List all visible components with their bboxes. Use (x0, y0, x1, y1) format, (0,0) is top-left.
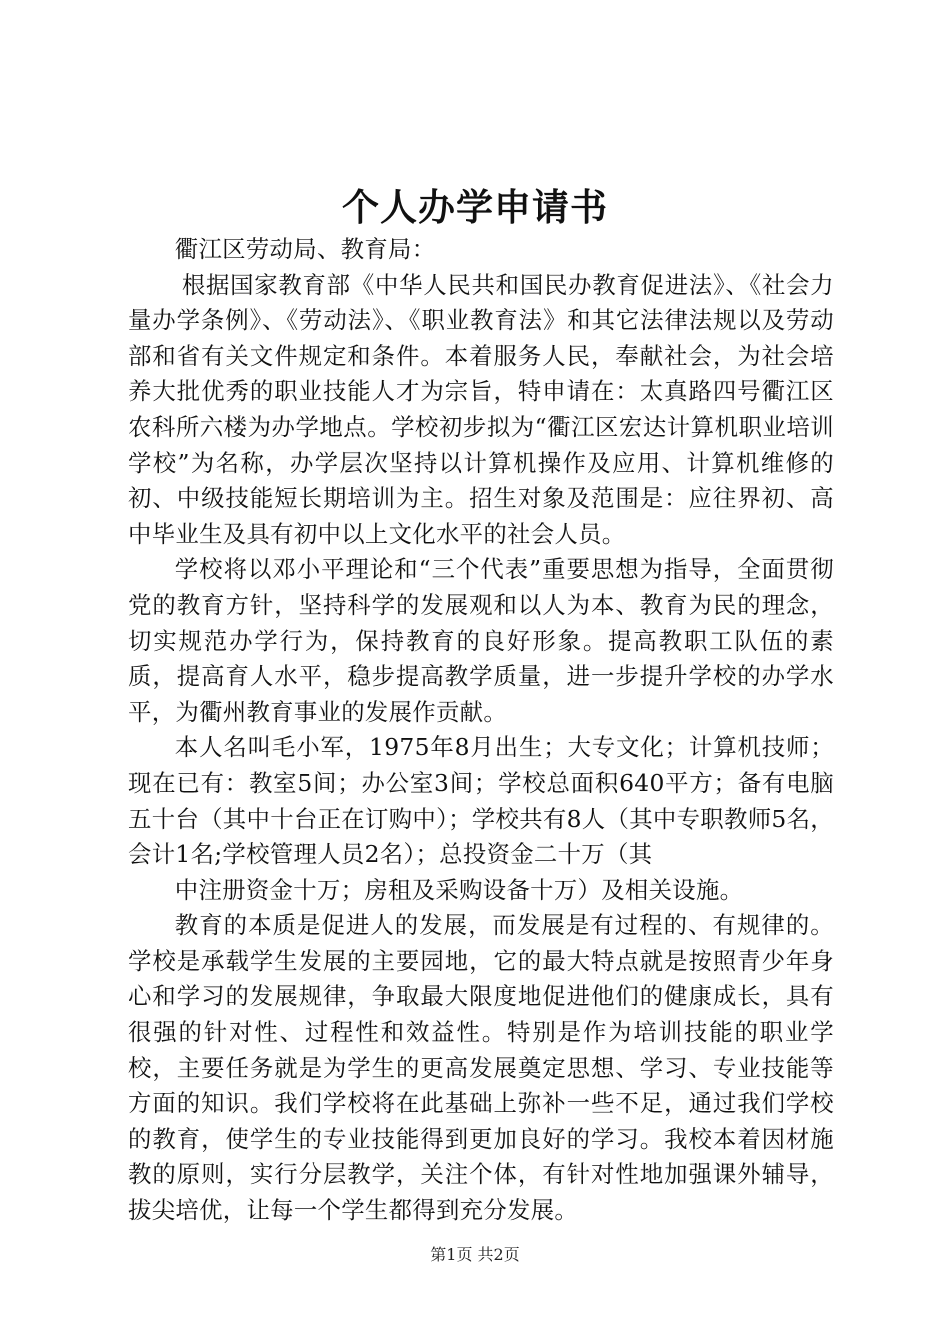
paragraph-2: 学校将以邓小平理论和“三个代表”重要思想为指导，全面贯彻党的教育方针，坚持科学的发展观和以人为本、教育为民的理念，切实规范办学行为，保持教育的良好形象。提高教职工队伍的素质，提高育人水平，稳步提高教学质量，进一步提升学校的办学水平，为衢州教育事业的发展作贡献。 (128, 555, 834, 726)
page-footer: 第1页 共2页 (430, 1245, 520, 1264)
document-title: 个人办学申请书 (342, 185, 608, 229)
document-body (128, 232, 834, 1229)
paragraph-1: 根据国家教育部《中华人民共和国民办教育促进法》、《社会力量办学条例》、《劳动法》、《职业教育法》和其它法律法规以及劳动部和省有关文件规定和条件。本着服务人民，奉献社会，为社会培养大批优秀的职业技能人才为宗旨，特申请在：太真路四号衢江区农科所六楼为办学地点。学校初步拟为“衢江区宏达计算机职业培训学校”为名称，办学层次坚持以计算机操作及应用、计算机维修的初、中级技能短长期培训为主。招生对象及范围是：应往界初、高中毕业生及具有初中以上文化水平的社会人员。 (128, 270, 834, 548)
paragraph-3: 本人名叫毛小军，1975年8月出生；大专文化；计算机技师；现在已有：教室5间；办公室3间；学校总面积640平方；备有电脑五十台（其中十台正在订购中）；学校共有8人（其中专职教师5名，会计1名;学校管理人员2名）；总投资金二十万（其 (128, 733, 834, 869)
paragraph-4: 中注册资金十万；房租及采购设备十万）及相关设施。 (174, 875, 744, 904)
salutation: 衢江区劳动局、教育局： (174, 235, 436, 263)
paragraph-5: 教育的本质是促进人的发展，而发展是有过程的、有规律的。学校是承载学生发展的主要园地，它的最大特点就是按照青少年身心和学习的发展规律，争取最大限度地促进他们的健康成长，具有很强的针对性、过程性和效益性。特别是作为培训技能的职业学校，主要任务就是为学生的更高发展奠定思想、学习、专业技能等方面的知识。我们学校将在此基础上弥补一些不足，通过我们学校的教育，使学生的专业技能得到更加良好的学习。我校本着因材施教的原则，实行分层教学，关注个体，有针对性地加强课外辅导，拔尖培优，让每一个学生都得到充分发展。 (128, 911, 834, 1225)
